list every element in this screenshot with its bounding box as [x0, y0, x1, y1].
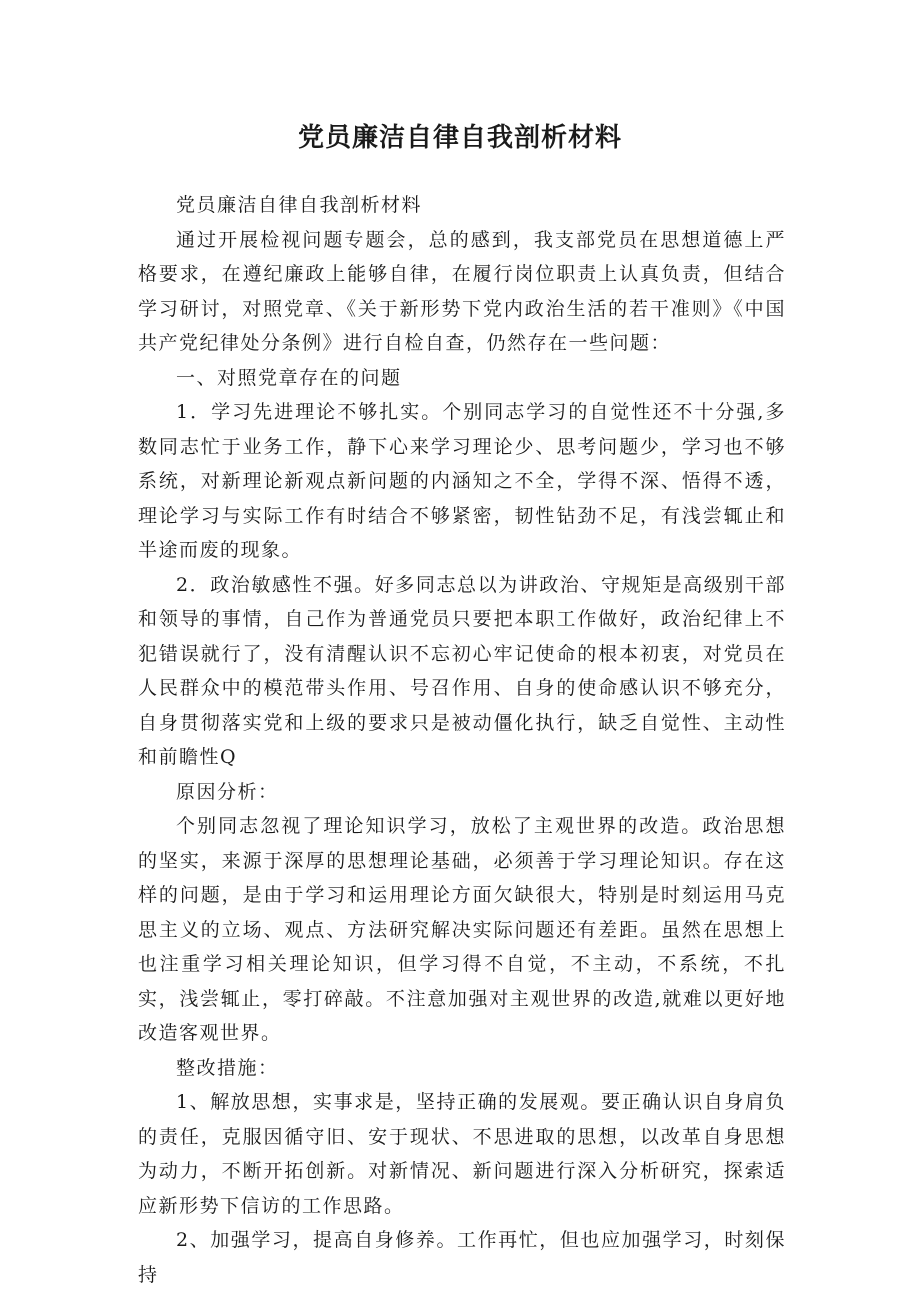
document-title: 党员廉洁自律自我剖析材料: [297, 123, 622, 153]
paragraph-intro: 通过开展检视问题专题会，总的感到，我支部党员在思想道德上严格要求，在遵纪廉政上能够自律，在履行岗位职责上认真负责，但结合学习研讨，对照党章、《关于新形势下党内政治生活的若干准则》《中国共产党纪律处分条例》进行自检自查，仍然存在一些问题：: [138, 228, 786, 354]
section-heading: 一、对照党章存在的问题: [176, 366, 402, 389]
paragraph-item-1: 1．学习先进理论不够扎实。个别同志学习的自觉性还不十分强,多数同志忙于业务工作，静下心来学习理论少、思考问题少，学习也不够系统，对新理论新观点新问题的内涵知之不全，学得不深、悟得不透，理论学习与实际工作有时结合不够紧密，韧性钻劲不足，有浅尝辄止和半途而废的现象。: [138, 401, 786, 561]
paragraph-measure-2: 2、加强学习，提高自身修养。工作再忙，但也应加强学习，时刻保持: [138, 1229, 786, 1286]
paragraph-item-2: 2．政治敏感性不强。好多同志总以为讲政治、守规矩是高级别干部和领导的事情，自己作为普通党员只要把本职工作做好，政治纪律上不犯错误就行了，没有清醒认识不忘初心牢记使命的根本初衷，对党员在人民群众中的模范带头作用、号召作用、自身的使命感认识不够充分，自身贯彻落实党和上级的要求只是被动僵化执行，缺乏自觉性、主动性和前瞻性Q: [138, 573, 786, 768]
document-body: [138, 188, 786, 1292]
paragraph-cause: 个别同志忽视了理论知识学习，放松了主观世界的改造。政治思想的坚实，来源于深厚的思想理论基础，必须善于学习理论知识。存在这样的问题，是由于学习和运用理论方面欠缺很大，特别是时刻运用马克思主义的立场、观点、方法研究解决实际问题还有差距。虽然在思想上也注重学习相关理论知识，但学习得不自觉，不主动，不系统，不扎实，浅尝辄止，零打碎敲。不注意加强对主观世界的改造,就难以更好地改造客观世界。: [138, 815, 786, 1044]
paragraph-measure-1: 1、解放思想，实事求是，坚持正确的发展观。要正确认识自身肩负的责任，克服因循守旧、安于现状、不思进取的思想，以改革自身思想为动力，不断开拓创新。对新情况、新问题进行深入分析研究，探索适应新形势下信访的工作思路。: [138, 1091, 786, 1217]
measures-heading: 整改措施：: [176, 1056, 279, 1079]
paragraph-subtitle: 党员廉洁自律自我剖析材料: [176, 194, 423, 216]
cause-heading: 原因分析：: [176, 780, 279, 803]
